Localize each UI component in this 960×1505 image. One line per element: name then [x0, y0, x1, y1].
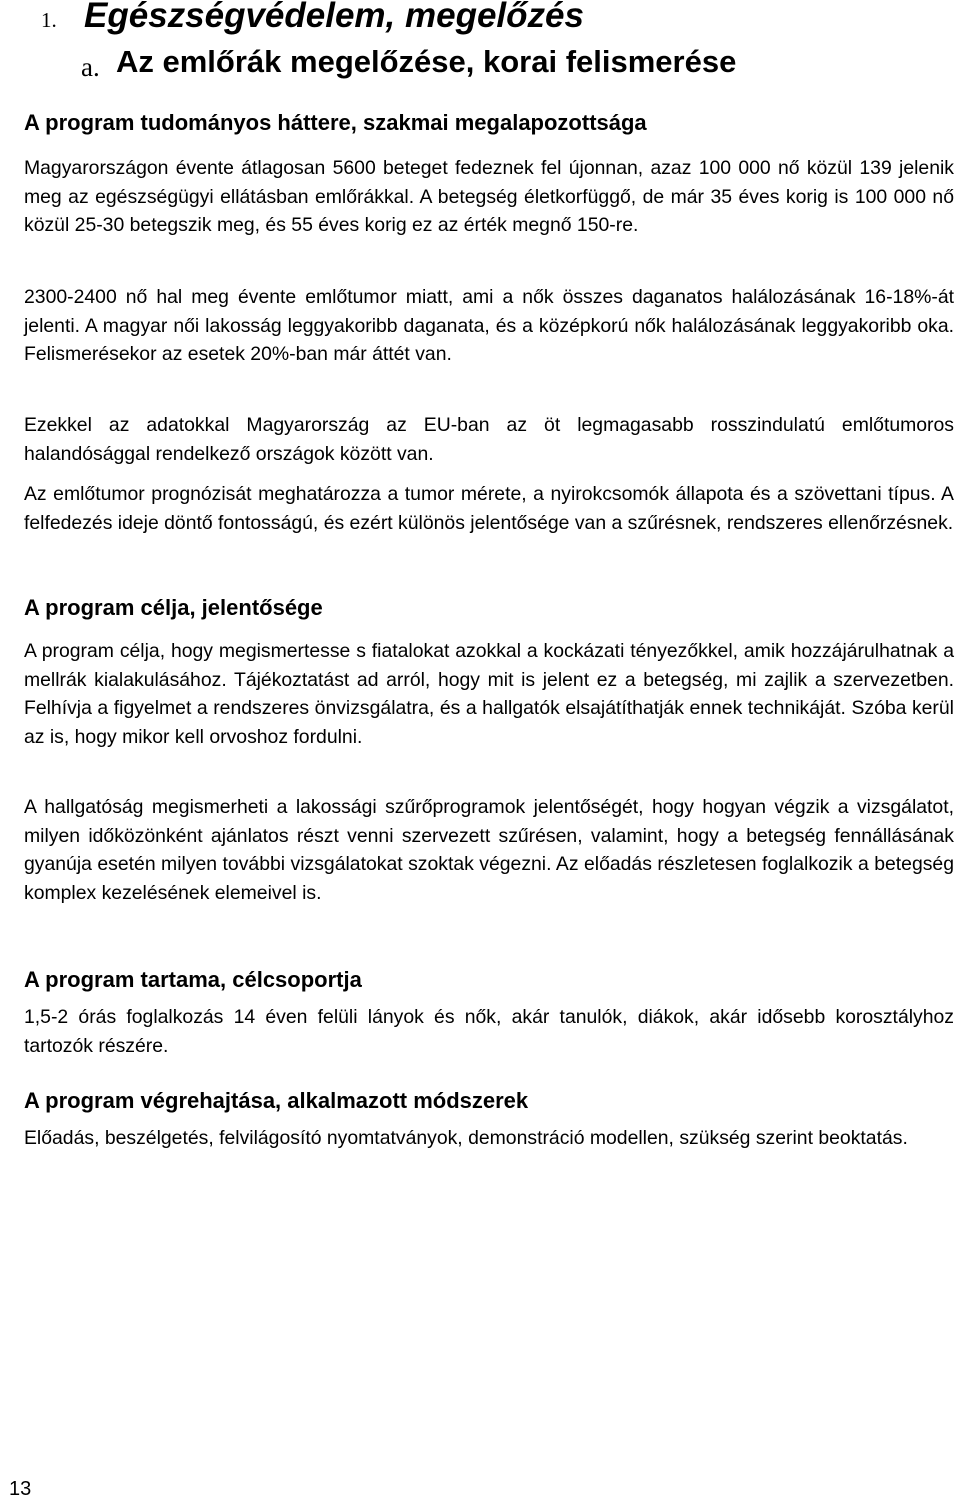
chapter-number: 1. [41, 8, 57, 32]
paragraph-goal-2: A hallgatóság megismerheti a lakossági szűrőprogramok jelentőségét, hogy hogyan végzik a vizsgálatot, milyen időközönként ajánlatos részt venni szervezett szűrésen, valamint, hogy a betegség fennállásának gyanúja esetén milyen további vizsgálatokat szoktak végezni. Az előadás részletesen foglalkozik a betegség komplex kezelésének elemeivel is. [24, 796, 954, 904]
subsection-heading-methods: A program végrehajtása, alkalmazott módszerek [24, 1088, 529, 1113]
paragraph-goal-1: A program célja, hogy megismertesse s fiatalokat azokkal a kockázati tényezőkkel, amik hozzájárulhatnak a mellrák kialakulásához. Tájékoztatást ad arról, hogy mit is jelent ez a betegség, mi zajlik a szervezetben. Felhívja a figyelmet a rendszeres önvizsgálatra, és a hallgatók elsajátíthatják ennek technikáját. Szóba kerül az is, hogy mikor kell orvoshoz fordulni. [24, 640, 954, 748]
paragraph-background-2: 2300-2400 nő hal meg évente emlőtumor miatt, ami a nők összes daganatos halálozásának 16-18%-át jelenti. A magyar női lakosság leggyakoribb daganata, és a középkorú nők halálozásának leggyakoribb oka. Felismerésekor az esetek 20%-ban már áttét van. [24, 286, 954, 366]
section-letter: a. [81, 52, 100, 82]
paragraph-background-3: Ezekkel az adatokkal Magyarország az EU-ban az öt legmagasabb rosszindulatú emlőtumoros halandósággal rendelkező országok között van. [24, 414, 954, 465]
paragraph-background-4: Az emlőtumor prognózisát meghatározza a tumor mérete, a nyirokcsomók állapota és a szövettani típus. A felfedezés ideje döntő fontosságú, és ezért különös jelentősége van a szűrésnek, rendszeres ellenőrzésnek. [24, 483, 954, 534]
paragraph-methods: Előadás, beszélgetés, felvilágosító nyomtatványok, demonstráció modellen, szükség szerint beoktatás. [24, 1127, 908, 1149]
subsection-heading-background: A program tudományos háttere, szakmai megalapozottsága [24, 110, 647, 135]
page-number: 13 [9, 1478, 32, 1500]
subsection-heading-duration: A program tartama, célcsoportja [24, 967, 362, 992]
section-title: Az emlőrák megelőzése, korai felismerése [116, 44, 737, 79]
paragraph-background-1: Magyarországon évente átlagosan 5600 beteget fedeznek fel újonnan, azaz 100 000 nő közül 139 jelenik meg az egészségügyi ellátásban emlőrákkal. A betegség életkorfüggő, de már 35 éves korig is 100 000 nő közül 25-30 betegszik meg, és 55 éves korig ez az érték megnő 150-re. [24, 157, 954, 237]
subsection-heading-goal: A program célja, jelentősége [24, 595, 323, 620]
chapter-title: Egészségvédelem, megelőzés [84, 0, 584, 35]
paragraph-duration: 1,5-2 órás foglalkozás 14 éven felüli lányok és nők, akár tanulók, diákok, akár idősebb korosztályhoz tartozók részére. [24, 1006, 954, 1057]
